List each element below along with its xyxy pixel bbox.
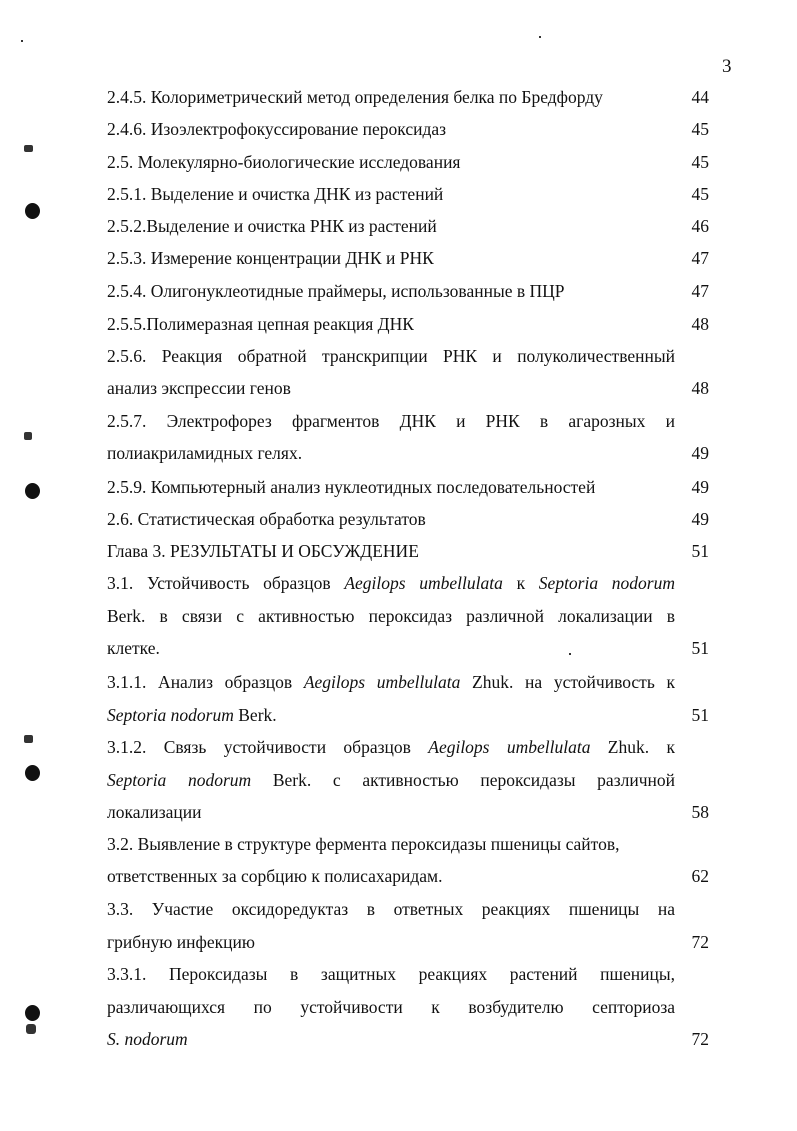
- toc-entry-title: 2.5.9. Компьютерный анализ нуклеотидных последовательностей: [107, 477, 596, 497]
- toc-entry-page: 47: [691, 248, 709, 268]
- toc-entry: [107, 963, 709, 1050]
- toc-entry: [107, 572, 709, 659]
- species-name: Septoria nodorum: [107, 770, 252, 790]
- toc-entry: [107, 280, 709, 302]
- toc-entry-title-line: грибную инфекцию: [107, 932, 255, 952]
- toc-entry-page: 72: [691, 1029, 709, 1049]
- title-part: Berk. с активностью пероксидазы различной: [251, 770, 675, 790]
- toc-entry-title: 2.5.4. Олигонуклеотидные праймеры, использованные в ПЦР: [107, 281, 565, 301]
- toc-entry-title-line: клетке.: [107, 638, 160, 658]
- toc-entry: [107, 736, 709, 823]
- toc-entry: [107, 410, 709, 464]
- toc-entry: [107, 247, 709, 269]
- toc-entry-title-line: [107, 671, 675, 693]
- toc-entry: [107, 313, 709, 335]
- toc-entry-page: 51: [691, 705, 709, 725]
- scan-speck: [539, 36, 541, 38]
- scan-speck: [21, 40, 23, 42]
- species-name: Aegilops umbellulata: [428, 737, 591, 757]
- toc-entry: [107, 86, 709, 108]
- toc-entry: [107, 671, 709, 726]
- toc-entry-page: 51: [691, 638, 709, 658]
- toc-entry-page: 46: [691, 216, 709, 236]
- toc-entry-page: 49: [691, 443, 709, 463]
- toc-entry-title: 2.5.5.Полимеразная цепная реакция ДНК: [107, 314, 414, 334]
- toc-entry: [107, 833, 709, 887]
- toc-entry: [107, 898, 709, 953]
- title-part: Zhuk. к: [590, 737, 675, 757]
- toc-entry-title: 2.5.2.Выделение и очистка РНК из растений: [107, 216, 437, 236]
- toc-entry-page: 45: [691, 152, 709, 172]
- toc-entry-title: 2.5.3. Измерение концентрации ДНК и РНК: [107, 248, 434, 268]
- toc-entry-title: 2.6. Статистическая обработка результатов: [107, 509, 426, 529]
- toc-entry-page: 47: [691, 281, 709, 301]
- toc-entry-page: 51: [691, 541, 709, 561]
- species-name: Aegilops umbellulata: [303, 672, 461, 692]
- toc-entry-title-line: локализации: [107, 802, 202, 822]
- toc-entry-page: 45: [691, 119, 709, 139]
- toc-entry-title-line: 2.5.7. Электрофорез фрагментов ДНК и РНК в агарозных и: [107, 411, 675, 431]
- title-part: Zhuk. на устойчивость к: [460, 672, 675, 692]
- toc-entry: [107, 345, 709, 399]
- title-part: 3.1.2. Связь устойчивости образцов: [107, 737, 429, 757]
- toc-entry-page: 44: [691, 87, 709, 107]
- species-name: Aegilops umbellulata: [344, 573, 503, 593]
- toc-entry: [107, 215, 709, 237]
- scan-speck: [24, 145, 33, 152]
- toc-entry-title-line: ответственных за сорбцию к полисахаридам.: [107, 866, 443, 886]
- title-part: к: [502, 573, 539, 593]
- toc-entry: [107, 183, 709, 205]
- toc-entry-page: 72: [691, 932, 709, 952]
- scan-speck: [24, 735, 33, 743]
- punch-hole-mark: [25, 1005, 40, 1021]
- toc-entry: [107, 508, 709, 530]
- toc-entry-title-line: 3.3. Участие оксидоредуктаз в ответных реакциях пшеницы на: [107, 899, 675, 919]
- species-name: Septoria nodorum: [538, 573, 675, 593]
- title-part: 3.1. Устойчивость образцов: [107, 573, 345, 593]
- toc-entry: [107, 151, 709, 173]
- toc-entry-title-line: [107, 769, 675, 791]
- toc-entry-title-line: полиакриламидных гелях.: [107, 443, 303, 463]
- toc-entry-title-line: [107, 736, 675, 758]
- toc-entry: [107, 476, 709, 498]
- toc-entry-page: 62: [691, 866, 709, 886]
- toc-entry-title-line: [107, 704, 675, 726]
- toc-entry-page: 48: [691, 314, 709, 334]
- toc-entry-page: 58: [691, 802, 709, 822]
- toc-entry-page: 49: [691, 477, 709, 497]
- title-part: Berk.: [233, 705, 277, 725]
- punch-hole-mark: [25, 203, 40, 219]
- toc-entry-title: 2.4.6. Изоэлектрофокуссирование пероксидаз: [107, 119, 447, 139]
- punch-hole-mark: [25, 483, 40, 499]
- toc-entry-title: 2.4.5. Колориметрический метод определения белка по Бредфорду: [107, 87, 603, 107]
- scan-speck: [24, 432, 32, 440]
- toc-entry-page: 49: [691, 509, 709, 529]
- toc-entry-title-line: 2.5.6. Реакция обратной транскрипции РНК и полуколичественный: [107, 346, 675, 366]
- toc-entry-title-line: 3.2. Выявление в структуре фермента пероксидазы пшеницы сайтов,: [107, 834, 620, 854]
- toc-chapter-heading: [107, 540, 709, 562]
- scan-speck: [26, 1024, 36, 1034]
- toc-entry-title: 2.5. Молекулярно-биологические исследования: [107, 152, 461, 172]
- species-name: S. nodorum: [107, 1029, 188, 1049]
- toc-entry-title: Глава 3. РЕЗУЛЬТАТЫ И ОБСУЖДЕНИЕ: [107, 541, 419, 561]
- toc-entry-title: 2.5.1. Выделение и очистка ДНК из растений: [107, 184, 444, 204]
- title-part: 3.1.1. Анализ образцов: [107, 672, 304, 692]
- toc-entry-title-line: Berk. в связи с активностью пероксидаз различной локализации в: [107, 606, 675, 626]
- toc-entry-title-line: различающихся по устойчивости к возбудителю септориоза: [107, 997, 675, 1017]
- page-number: 3: [722, 56, 732, 77]
- toc-entry: [107, 118, 709, 140]
- toc-entry-page: 48: [691, 378, 709, 398]
- toc-entry-page: 45: [691, 184, 709, 204]
- species-name: Septoria nodorum: [107, 705, 234, 725]
- punch-hole-mark: [25, 765, 40, 781]
- toc-entry-title-line: [107, 572, 675, 594]
- toc-entry-title-line: анализ экспрессии генов: [107, 378, 291, 398]
- toc-entry-title-line: 3.3.1. Пероксидазы в защитных реакциях растений пшеницы,: [107, 964, 675, 984]
